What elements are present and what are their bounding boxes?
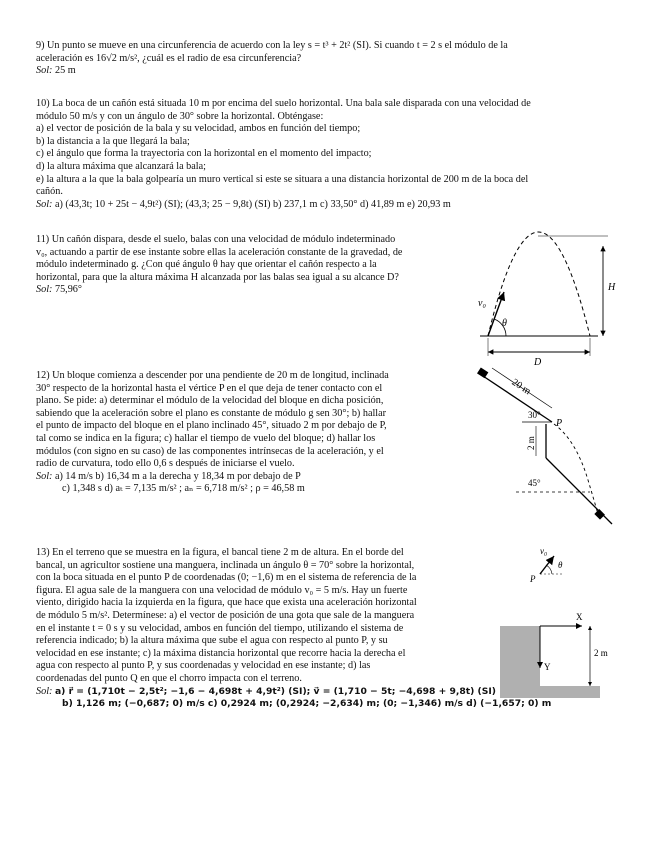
problem-12-solution: [36, 471, 476, 484]
angle-label: θ: [502, 318, 507, 329]
hose-velocity-vector: [540, 556, 554, 574]
problem-13-line: velocidad en ese instante; c) la máxima distancia horizontal que recorre hacia la derecha el: [36, 647, 406, 659]
angle-30-label: 30°: [528, 410, 541, 420]
height-label: 2 m: [594, 648, 608, 658]
problem-13: [36, 547, 552, 711]
x-axis-label: X: [576, 612, 583, 622]
point-label: P: [556, 418, 563, 429]
problem-12-line: 30° respecto de la horizontal hasta el vértice P en el que deja de tener contacto con el: [36, 382, 383, 394]
problem-12-line: 12) Un bloque comienza a descender por una pendiente de 20 m de longitud, inclinada: [36, 370, 389, 381]
problem-13-line: en el instante t = 0 s y su velocidad, ambos en función del tiempo, utilizando el sistema de: [36, 622, 404, 634]
problem-11: [36, 234, 476, 297]
problem-11-figure: [470, 228, 620, 368]
solution-label: Sol:: [36, 685, 53, 697]
problem-12-line: tal como se indica en la figura; c) hallar el tiempo de vuelo del bloque; d) hallar los: [36, 432, 376, 444]
velocity-label: v₀: [478, 298, 486, 309]
problem-10-line: a) el vector de posición de la bala y su velocidad, ambos en función del tiempo;: [36, 123, 361, 135]
problem-13-line: bancal, un agricultor sostiene una manguera, inclinada un ángulo θ = 70° sobre la horizontal,: [36, 559, 415, 571]
problem-13-line: agua con respecto al punto P, y sus coordenadas y velocidad en ese instante; d) las: [36, 660, 371, 672]
problem-13-line: de módulo 5 m/s². Determínese: a) el vector de posición de una gota que sale de la manguera: [36, 609, 415, 621]
problem-13-line: viento, dirigido hacia la izquierda en la figura, que hace que exista una aceleración horizontal: [36, 597, 417, 609]
range-label: D: [534, 357, 542, 368]
problem-12-line: el punto de impacto del bloque en el plano inclinado 45°, situado 2 m por debajo de P,: [36, 420, 387, 432]
problem-9-line: aceleración es 16√2 m/s², ¿cuál es el radio de esa circunferencia?: [36, 52, 302, 64]
solution-label: Sol:: [36, 198, 53, 210]
velocity-label: v₀: [540, 546, 548, 556]
problem-13-line: referencia indicado; b) la altura máxima que sube el agua con respecto al punto P, y su: [36, 635, 388, 647]
point-label: P: [530, 574, 536, 584]
solution-value: 25 m: [54, 65, 76, 77]
problem-10-line: c) el ángulo que forma la trayectoria con la horizontal en el momento del impacto;: [36, 148, 372, 160]
problem-9: [36, 40, 618, 78]
problem-10-solution: [36, 199, 618, 212]
problem-9-solution: [36, 65, 618, 78]
problem-11-line: módulo indeterminado g. ¿Con qué ángulo θ hay que orientar el cañón respecto a la: [36, 259, 377, 271]
problem-10-line: d) la altura máxima que alcanzará la bala;: [36, 160, 206, 172]
problem-13-line: figura. El agua sale de la manguera con una velocidad de módulo v₀ = 5 m/s. Hay un fuerte: [36, 584, 408, 596]
solution-label: Sol:: [36, 284, 53, 296]
problem-12-solution: c) 1,348 s d) aₜ = 7,135 m/s² ; aₙ = 6,718 m/s² ; ρ = 46,58 m: [62, 483, 305, 495]
problem-13-line: coordenadas del punto Q en que el chorro impacta con el terreno.: [36, 672, 302, 684]
problem-13-solution: [36, 685, 496, 699]
angle-45-label: 45°: [528, 478, 541, 488]
problem-10-line: b) la distancia a la que llegará la bala;: [36, 135, 190, 147]
problem-13-terrain-figure: [500, 606, 620, 698]
problem-9-line: 9) Un punto se mueve en una circunferencia de acuerdo con la ley s = t³ + 2t² (SI). Si cuando t = 2 s el módulo de la: [36, 40, 508, 51]
problem-11-solution: [36, 284, 476, 297]
y-axis-label: Y: [544, 662, 551, 672]
problem-10-line: e) la altura a la que la bala golpearía un muro vertical si este se situara a una distancia horizontal de 200 m de la boca del: [36, 173, 529, 185]
problem-12: [36, 370, 476, 496]
problem-13-line: 13) En el terreno que se muestra en la figura, el bancal tiene 2 m de altura. En el borde del: [36, 547, 404, 558]
problem-10-line: módulo 50 m/s y con un ángulo de 30° sobre la horizontal. Obténgase:: [36, 110, 324, 122]
problem-10-line: 10) La boca de un cañón está situada 10 m por encima del suelo horizontal. Una bala sale disparada con una velocidad de: [36, 98, 531, 109]
problem-12-line: plano. Se pide: a) determinar el módulo de la velocidad del bloque en dicha posición,: [36, 395, 384, 407]
solution-value: a) (43,3t; 10 + 25t − 4,9t²) (SI); (43,3; 25 − 9,8t) (SI) b) 237,1 m c) 33,50° d) 41,89 m e) 20,93 m: [54, 198, 451, 210]
terrace-bank: [500, 626, 540, 698]
flight-trajectory: [554, 424, 598, 516]
problem-12-figure: [472, 366, 632, 532]
problem-13-line: con la boca situada en el punto P de coordenadas (0; −1,6) m en el sistema de referencia de la: [36, 572, 417, 584]
problem-13-solution: b) 1,126 m; (−0,687; 0) m/s c) 0,2924 m; (0,2924; −2,634) m; (0; −1,346) m/s d) (−1,657; 0) m: [62, 698, 552, 710]
block: [477, 367, 488, 378]
problem-12-line: radio de curvatura, todo ello 0,6 s después de iniciarse el vuelo.: [36, 458, 295, 470]
problem-12-line: sabiendo que la aceleración sobre el plano es constante de módulo g sen 30°; b) hallar: [36, 407, 387, 419]
height-label: H: [608, 282, 616, 293]
lower-ground: [540, 686, 600, 698]
problem-11-line: horizontal, para que la altura máxima H alcanzada por las balas sea igual a su alcance D?: [36, 271, 399, 283]
problem-11-line: 11) Un cañón dispara, desde el suelo, balas con una velocidad de módulo indeterminado: [36, 234, 396, 245]
problem-12-line: módulos (con signo en su caso) de las componentes intrínsecas de la aceleración, y el: [36, 445, 384, 457]
drop-label: 2 m: [526, 436, 536, 450]
problem-10: [36, 98, 618, 211]
solution-value: 75,96°: [54, 284, 82, 296]
solution-value: a) r⃗ = (1,710t − 2,5t²; −1,6 − 4,698t + 4,9t²) (SI); v⃗ = (1,710 − 5t; −4,698 + 9,8t) (SI): [54, 685, 496, 697]
problem-11-line: v₀, actuando a partir de ese instante sobre ellas la aceleración constante de la gravedad, de: [36, 246, 403, 258]
angle-label: θ: [558, 560, 563, 570]
solution-value: a) 14 m/s b) 16,34 m a la derecha y 18,34 m por debajo de P: [54, 470, 301, 482]
solution-label: Sol:: [36, 470, 53, 482]
problem-13-hose-figure: [526, 540, 586, 590]
length-label: 20 m: [509, 376, 533, 398]
solution-label: Sol:: [36, 65, 53, 77]
block-impact: [594, 509, 605, 520]
velocity-vector: [488, 292, 504, 336]
angle-arc: [546, 565, 552, 574]
problem-10-line: cañón.: [36, 186, 63, 198]
